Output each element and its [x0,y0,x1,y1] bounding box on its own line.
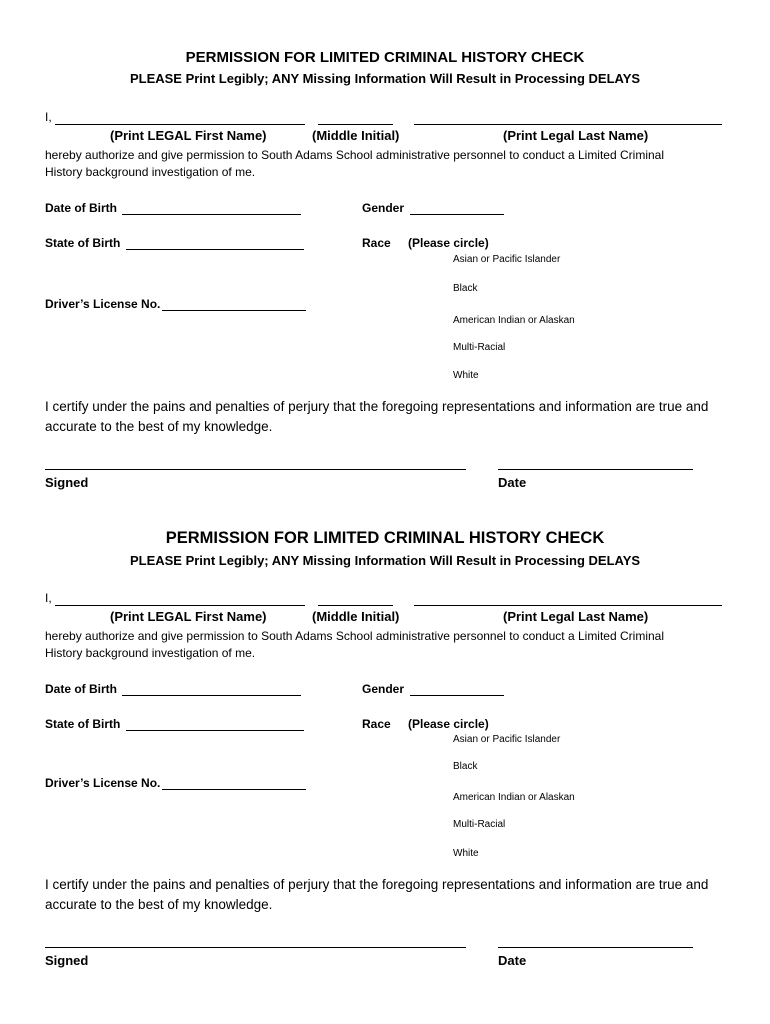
i-prefix: I, [45,110,52,124]
race-option-multi-racial[interactable]: Multi-Racial [453,342,506,353]
race-option-black[interactable]: Black [453,761,478,772]
signature-field[interactable] [45,947,466,948]
state-of-birth-label: State of Birth [45,236,121,250]
authorization-text-line-2: History background investigation of me. [45,646,256,660]
date-of-birth-label: Date of Birth [45,682,117,696]
race-option-multi-racial[interactable]: Multi-Racial [453,819,506,830]
race-label: Race [362,236,391,250]
drivers-license-label: Driver’s License No. [45,297,161,311]
drivers-license-field[interactable] [162,789,306,790]
signed-label: Signed [45,953,89,968]
last-name-label: (Print Legal Last Name) [503,609,649,624]
drivers-license-field[interactable] [162,310,306,311]
form-title: PERMISSION FOR LIMITED CRIMINAL HISTORY CHECK [185,49,585,66]
race-option-black[interactable]: Black [453,283,478,294]
first-name-label: (Print LEGAL First Name) [110,128,267,143]
race-option-american-indian[interactable]: American Indian or Alaskan [453,792,575,803]
date-of-birth-field[interactable] [122,214,301,215]
date-label: Date [498,475,527,490]
gender-field[interactable] [410,214,504,215]
i-prefix: I, [45,591,52,605]
gender-label: Gender [362,201,405,215]
last-name-field[interactable] [414,605,722,606]
date-field[interactable] [498,947,693,948]
authorization-text-line-1: hereby authorize and give permission to South Adams School administrative personnel to conduct a Limited Criminal [45,148,664,162]
middle-initial-field[interactable] [318,124,393,125]
first-name-label: (Print LEGAL First Name) [110,609,267,624]
certification-statement: I certify under the pains and penalties of perjury that the foregoing representations and information are true and accurate to the best of my knowledge. [45,399,709,434]
first-name-field[interactable] [55,124,305,125]
state-of-birth-field[interactable] [126,730,304,731]
certification-statement: I certify under the pains and penalties of perjury that the foregoing representations and information are true and accurate to the best of my knowledge. [45,877,709,912]
last-name-field[interactable] [414,124,722,125]
drivers-license-label: Driver’s License No. [45,776,161,790]
middle-initial-label: (Middle Initial) [312,609,400,624]
state-of-birth-field[interactable] [126,249,304,250]
signed-label: Signed [45,475,89,490]
date-of-birth-field[interactable] [122,695,301,696]
form-subtitle: PLEASE Print Legibly; ANY Missing Information Will Result in Processing DELAYS [129,553,641,568]
race-instruction: (Please circle) [408,717,489,731]
date-label: Date [498,953,527,968]
race-instruction: (Please circle) [408,236,489,250]
gender-field[interactable] [410,695,504,696]
race-option-white[interactable]: White [453,848,479,859]
race-option-american-indian[interactable]: American Indian or Alaskan [453,315,575,326]
form-subtitle: PLEASE Print Legibly; ANY Missing Information Will Result in Processing DELAYS [129,71,641,86]
state-of-birth-label: State of Birth [45,717,121,731]
form-title: PERMISSION FOR LIMITED CRIMINAL HISTORY CHECK [165,529,605,547]
race-option-asian[interactable]: Asian or Pacific Islander [453,254,561,265]
last-name-label: (Print Legal Last Name) [503,128,649,143]
middle-initial-field[interactable] [318,605,393,606]
date-of-birth-label: Date of Birth [45,201,117,215]
signature-field[interactable] [45,469,466,470]
race-option-asian[interactable]: Asian or Pacific Islander [453,734,561,745]
race-label: Race [362,717,391,731]
authorization-text-line-2: History background investigation of me. [45,165,256,179]
first-name-field[interactable] [55,605,305,606]
authorization-text-line-1: hereby authorize and give permission to South Adams School administrative personnel to conduct a Limited Criminal [45,629,664,643]
gender-label: Gender [362,682,405,696]
middle-initial-label: (Middle Initial) [312,128,400,143]
date-field[interactable] [498,469,693,470]
race-option-white[interactable]: White [453,370,479,381]
